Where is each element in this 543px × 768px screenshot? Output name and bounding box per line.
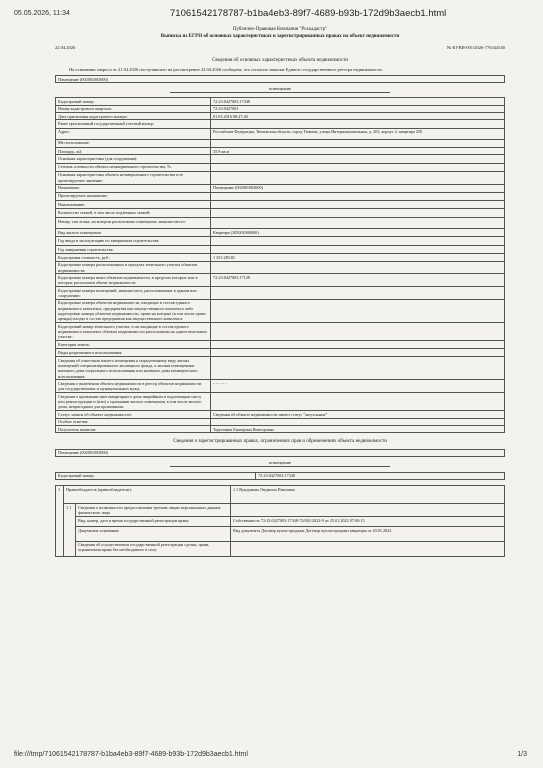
characteristic-value: 72:23:0427003:17348 <box>211 98 505 105</box>
characteristic-row <box>56 163 505 171</box>
characteristic-label: Проектируемое назначение: <box>56 192 211 200</box>
characteristic-label: Сведения о признании многоквартирного дома аварийным и подлежащим сносу или реконструкции и (или) о признании жилого помещения, в том числе жилого дома, непригодным для проживания: <box>56 393 211 411</box>
characteristic-value: 1 253 283.81 <box>211 254 505 261</box>
characteristic-label: Кадастровые номера расположенных в пределах земельного участка объектов недвижимости: <box>56 261 211 274</box>
intro-paragraph: На основании запроса от 21.04.2026 поступившего на рассмотрение 22.04.2026 сообщаем, что согласно записям Единого государственного реестра недвижимости: <box>69 67 383 73</box>
characteristic-row <box>56 393 505 411</box>
characteristic-value <box>211 200 505 208</box>
characteristic-value: Российская Федерация, Тюменская область, город Тюмень, улица Интернациональная, д. 203, корпус 2, квартира 250 <box>211 128 505 139</box>
characteristic-row <box>56 155 505 163</box>
characteristic-value <box>211 261 505 274</box>
document-date: 22.04.2026 <box>55 44 76 50</box>
characteristic-label: Степень готовности объекта незавершенного строительства, %: <box>56 163 211 171</box>
object-type-caption: помещение <box>170 86 390 93</box>
egrn-extract-document <box>55 27 505 747</box>
characteristic-label: Площадь, м2: <box>56 148 211 155</box>
characteristic-row <box>56 357 505 380</box>
rights-holder-label: Правообладатель (правообладатели): <box>64 486 231 504</box>
characteristic-value <box>211 155 505 163</box>
characteristic-label: Местоположение: <box>56 139 211 147</box>
characteristic-label: Год завершения строительства: <box>56 246 211 254</box>
rights-table <box>55 485 505 556</box>
characteristic-value: 35.9 кв.м <box>211 148 505 155</box>
document-number: № КУВИ-001/2026-776344540 <box>446 44 505 50</box>
characteristic-label: Номер кадастрового квартала: <box>56 105 211 112</box>
characteristic-label: Основная характеристика (для сооружения): <box>56 155 211 163</box>
characteristic-value <box>211 322 505 340</box>
characteristic-label: Год ввода в эксплуатацию по завершении строительства: <box>56 236 211 245</box>
section1-title: Сведения об основных характеристиках объекта недвижимости <box>212 58 348 64</box>
characteristic-label: Категория земель: <box>56 340 211 348</box>
characteristic-value <box>211 171 505 184</box>
characteristic-row <box>56 322 505 340</box>
characteristic-row <box>56 411 505 418</box>
characteristic-row <box>56 171 505 184</box>
issuer-organization: Публично-Правовая Компания "Роскадастр" <box>232 27 328 32</box>
rights-row-number: 1 <box>56 486 64 556</box>
characteristic-value <box>211 192 505 200</box>
characteristic-value <box>211 418 505 425</box>
rights-holder-name: Вундинова Людмила Павловна <box>239 486 295 492</box>
characteristic-row <box>56 340 505 348</box>
characteristic-label: Кадастровая стоимость, руб.: <box>56 254 211 261</box>
s2-cadastral-value: 72:23:0427003:17348 <box>256 472 505 479</box>
characteristic-row <box>56 380 505 393</box>
documents-value: Вид документа Договор купли-продажи Договор купли-продажи квартиры от 20.01.2022 <box>231 527 505 541</box>
characteristic-row <box>56 148 505 155</box>
s2-cadastral-table <box>55 472 505 480</box>
characteristic-row <box>56 139 505 147</box>
characteristic-row <box>56 105 505 112</box>
characteristic-value <box>211 236 505 245</box>
object-label-table <box>55 75 505 83</box>
characteristic-value <box>211 357 505 380</box>
characteristic-label: Наименование: <box>56 200 211 208</box>
s2-object-type-caption: помещение <box>170 460 390 467</box>
characteristic-label: Кадастровые номера помещений, машино-мест, расположенных в здании или сооружении: <box>56 287 211 300</box>
characteristic-row <box>56 128 505 139</box>
characteristic-row <box>56 299 505 322</box>
s2-object-label-cell: Помещение (002001003000) <box>56 449 505 456</box>
characteristic-row <box>56 120 505 128</box>
notice-label: Сведения об осуществлении государственной регистрации сделки, права, ограничения права без необходимого в силу <box>76 541 231 556</box>
characteristic-row <box>56 209 505 218</box>
characteristic-row <box>56 261 505 274</box>
characteristic-row <box>56 274 505 287</box>
characteristic-label: Сведения об отнесении жилого помещения к определенному виду жилых помещений специализированного жилищного фонда, к жилым помещениям наемного дома социального использования или наемного дома коммерческого использования: <box>56 357 211 380</box>
characteristic-label: Виды разрешенного использования: <box>56 349 211 357</box>
characteristic-label: Сведения о включении объекта недвижимости в реестр объектов недвижимости для государственных и муниципальных нужд: <box>56 380 211 393</box>
characteristic-label: Дата присвоения кадастрового номера: <box>56 113 211 120</box>
characteristic-label: Адрес: <box>56 128 211 139</box>
characteristic-value <box>211 139 505 147</box>
section2-title: Сведения о зарегистрированных правах, ограничениях прав и обременениях объекта недвижимости <box>173 439 387 445</box>
characteristic-label: Ранее присвоенный государственный учетный номер: <box>56 120 211 128</box>
characteristic-row <box>56 98 505 105</box>
third-party-value <box>231 504 505 517</box>
characteristic-value <box>211 120 505 128</box>
characteristic-row <box>56 349 505 357</box>
characteristic-row <box>56 229 505 236</box>
documents-label: Документы-основания: <box>76 527 231 541</box>
characteristic-row <box>56 425 505 432</box>
characteristic-label: Особые отметки: <box>56 418 211 425</box>
characteristic-value <box>211 209 505 218</box>
characteristic-value: - - - - - - <box>211 380 505 393</box>
print-timestamp: 05.05.2026, 11:34 <box>14 10 70 17</box>
document-meta-row <box>55 45 505 51</box>
characteristic-value: Сведения об объекте недвижимости имеют статус "актуальные" <box>211 411 505 418</box>
characteristic-value <box>211 299 505 322</box>
characteristic-row <box>56 200 505 208</box>
characteristic-row <box>56 184 505 192</box>
characteristic-label: Статус записи об объекте недвижимости: <box>56 411 211 418</box>
characteristic-value <box>211 163 505 171</box>
characteristic-value <box>211 349 505 357</box>
document-title: Выписка из ЕГРН об основных характеристиках и зарегистрированных правах на объект недвижимости <box>160 34 400 40</box>
characteristic-row <box>56 192 505 200</box>
characteristic-value: Помещение (002001003000) <box>211 184 505 192</box>
print-file-path: file:///tmp/71061542178787-b1ba4eb3-89f7-4689-b93b-172d9b3aecb1.html <box>14 751 248 758</box>
characteristic-value <box>211 218 505 229</box>
characteristic-row <box>56 418 505 425</box>
characteristic-value: Торопчина Екатерина Викторовна <box>211 425 505 432</box>
characteristic-value: 72:23:0427003:17128 <box>211 274 505 287</box>
print-page-title: 71061542178787-b1ba4eb3-89f7-4689-b93b-172d9b3aecb1.html <box>170 8 447 19</box>
rights-holder-value <box>231 486 505 504</box>
characteristic-row <box>56 236 505 245</box>
characteristic-value <box>211 287 505 300</box>
characteristics-table <box>55 97 505 433</box>
registration-value: Собственность 72:23:0427003:17348-72/041/2022-9 от 25.01.2022 07:00:13 <box>231 517 505 527</box>
characteristic-value <box>211 393 505 411</box>
characteristic-label: Количество этажей, в том числе подземных этажей: <box>56 209 211 218</box>
characteristic-value: 01.03.2016 08:27:40 <box>211 113 505 120</box>
characteristic-row <box>56 113 505 120</box>
characteristic-label: Получатель выписки: <box>56 425 211 432</box>
notice-value <box>231 541 505 556</box>
third-party-label: Сведения о возможности предоставления третьим лицам персональных данных физического лица <box>76 504 231 517</box>
object-label-cell: Помещение (002001003000) <box>56 76 505 83</box>
characteristic-value <box>211 340 505 348</box>
characteristic-label: Номер, тип этажа, на котором расположено помещение, машино-место: <box>56 218 211 229</box>
s2-cadastral-label: Кадастровый номер: <box>56 472 256 479</box>
characteristic-value <box>211 246 505 254</box>
rights-holder-num: 1.1 <box>233 486 239 492</box>
characteristic-label: Кадастровый номер земельного участка, если входящие в состав единого недвижимого комплекса объекты недвижимости расположены на одном земельном участке: <box>56 322 211 340</box>
characteristic-label: Основная характеристика объекта незавершенного строительства и ее проектируемое значение: <box>56 171 211 184</box>
characteristic-label: Вид жилого помещения: <box>56 229 211 236</box>
characteristic-row <box>56 287 505 300</box>
characteristic-row <box>56 246 505 254</box>
s2-object-label-table <box>55 449 505 457</box>
registration-label: Вид, номер, дата и время государственной регистрации права: <box>76 517 231 527</box>
characteristic-row <box>56 218 505 229</box>
characteristic-value: 72:23:0427003 <box>211 105 505 112</box>
characteristic-label: Кадастровые номера иных объектов недвижимости, в пределах которых или в которых расположен объект недвижимости: <box>56 274 211 287</box>
characteristic-label: Назначение: <box>56 184 211 192</box>
characteristic-label: Кадастровый номер: <box>56 98 211 105</box>
rights-sub-number: 1.1 <box>64 504 76 556</box>
characteristic-row <box>56 254 505 261</box>
characteristic-value: Квартира (205001000000) <box>211 229 505 236</box>
characteristic-label: Кадастровые номера объектов недвижимости, входящих в состав единого недвижимого комплекса, предприятия как имущественного комплекса либо кадастровые номера объектов недвижимости, права на которые (в том числе право аренды) входят в состав предприятия как имущественного комплекса: <box>56 299 211 322</box>
print-page-counter: 1/3 <box>517 751 527 758</box>
